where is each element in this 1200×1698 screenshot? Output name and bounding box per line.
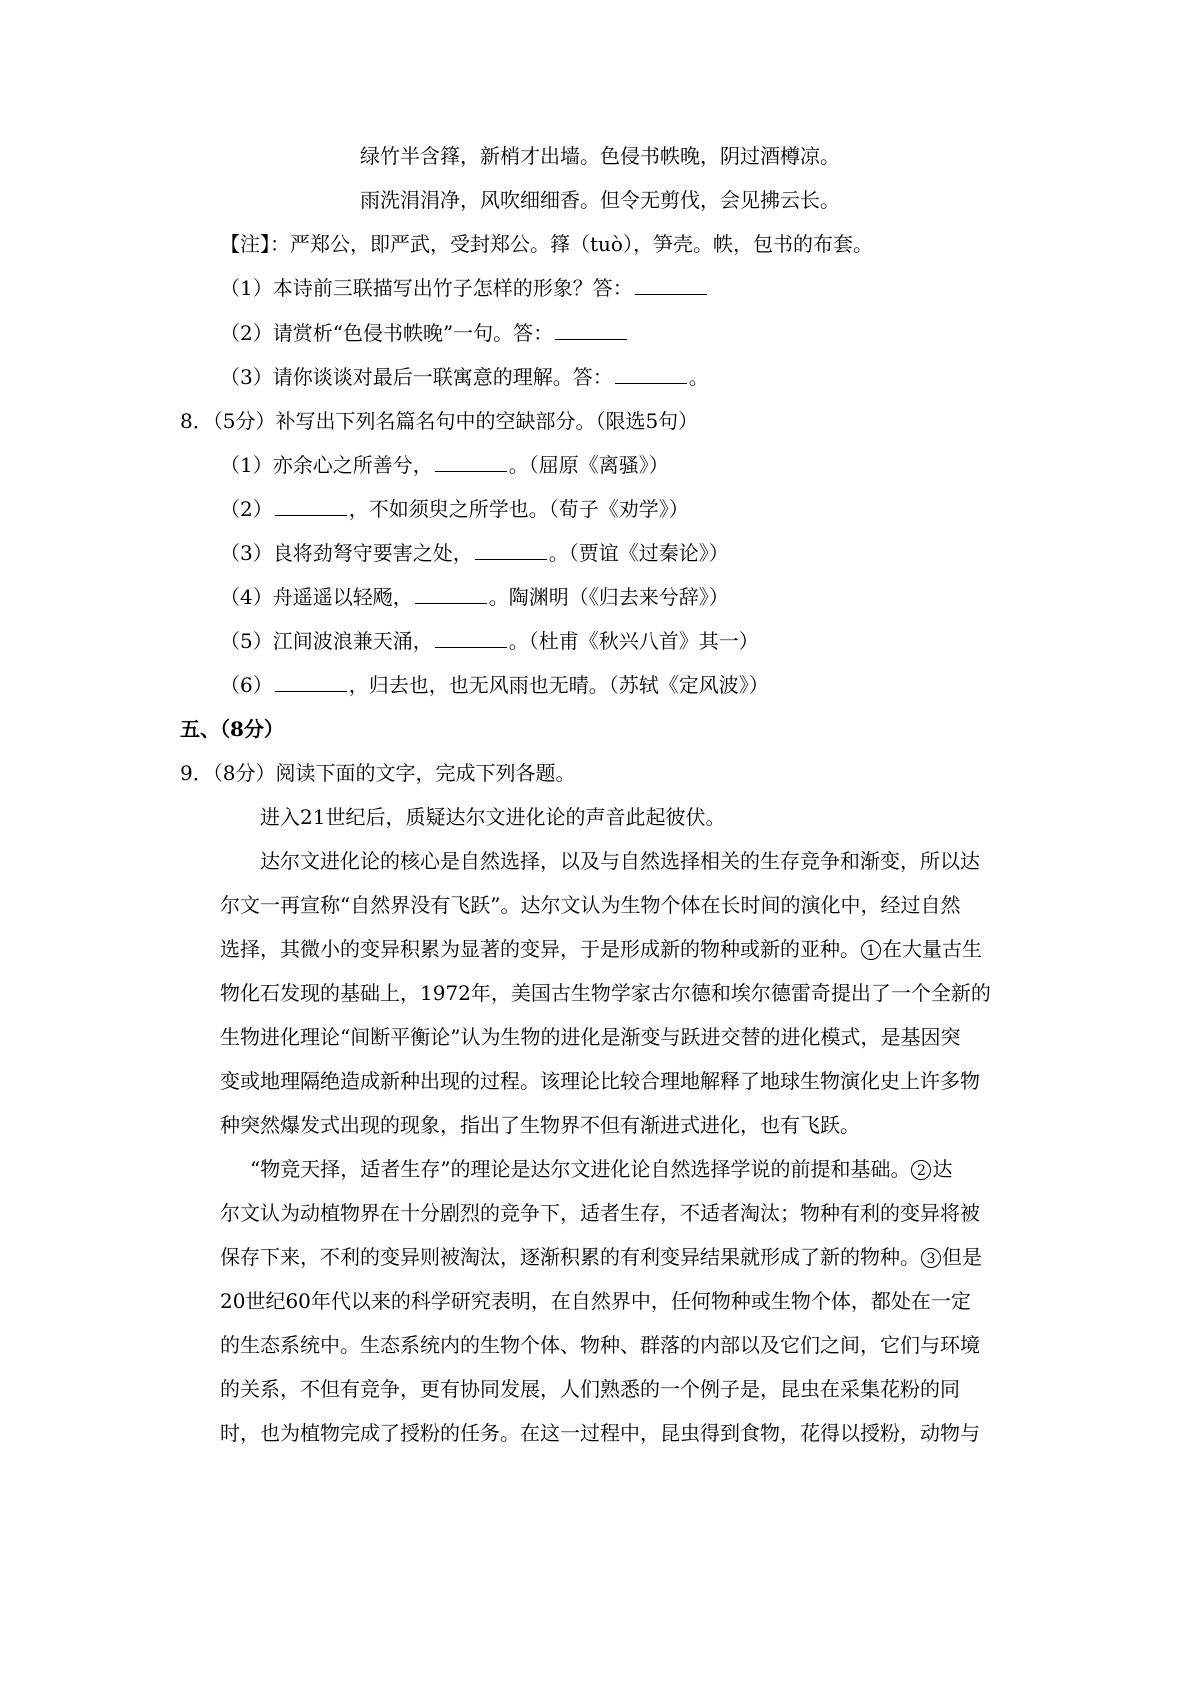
passage-line: 尔文认为动植物界在十分剧烈的竞争下，适者生存，不适者淘汰；物种有利的变异将被 (220, 1201, 980, 1225)
passage-text: 保存下来，不利的变异则被淘汰，逐渐积累的有利变异结果就形成了新的物种。 (220, 1245, 920, 1269)
section-heading: 五、（8分） (180, 717, 284, 741)
item-number: （2） (220, 497, 273, 521)
passage-line: 种突然爆发式出现的现象，指出了生物界不但有渐进式进化，也有飞跃。 (220, 1113, 860, 1137)
item-before: 舟遥遥以轻飏， (272, 585, 413, 609)
item-after: 。（屈原《离骚》） (508, 453, 669, 477)
q7-sub-3 (220, 362, 709, 392)
q8-item (220, 494, 689, 524)
passage-line: 的生态系统中。生态系统内的生物个体、物种、群落的内部以及它们之间，它们与环境 (220, 1333, 980, 1357)
passage-line: 变或地理隔绝造成新种出现的过程。该理论比较合理地解释了地球生物演化史上许多物 (220, 1069, 980, 1093)
item-before: 亦余心之所善兮， (272, 453, 433, 477)
answer-blank[interactable] (275, 671, 347, 692)
item-after: 。陶渊明（《归去来兮辞》） (488, 585, 729, 609)
answer-blank[interactable] (275, 495, 347, 516)
q8-item (220, 670, 769, 700)
q7-sub-3-after: 。 (688, 365, 709, 389)
passage-line: 物化石发现的基础上，1972年，美国古生物学家古尔德和埃尔德雷奇提出了一个全新的 (220, 981, 991, 1005)
item-after: 。（杜甫《秋兴八首》其一） (508, 629, 759, 653)
answer-blank[interactable] (415, 583, 487, 604)
passage-line: 尔文一再宣称“自然界没有飞跃”。达尔文认为生物个体在长时间的演化中，经过自然 (220, 893, 961, 917)
answer-blank[interactable] (555, 319, 627, 340)
item-after: 。（贾谊《过秦论》） (548, 541, 729, 565)
answer-blank[interactable] (635, 274, 707, 295)
answer-blank[interactable] (475, 539, 547, 560)
circled-number-1: 1 (861, 940, 881, 960)
passage-text: 在大量古生 (882, 937, 982, 961)
item-after: ，不如须臾之所学也。（荀子《劝学》） (348, 497, 689, 521)
item-number: （1） (220, 453, 273, 477)
q8-item (220, 450, 669, 480)
q7-sub-1-text: （1）本诗前三联描写出竹子怎样的形象？答： (220, 276, 633, 300)
q8-title: 8．（5分）补写出下列名篇名句中的空缺部分。（限选5句） (180, 409, 699, 433)
poem-line-2: 雨洗涓涓净，风吹细细香。但令无剪伐，会见拂云长。 (360, 188, 840, 212)
q7-sub-3-text: （3）请你谈谈对最后一联寓意的理解。答： (220, 365, 613, 389)
answer-blank[interactable] (435, 451, 507, 472)
passage-line: 时，也为植物完成了授粉的任务。在这一过程中，昆虫得到食物，花得以授粉，动物与 (220, 1421, 980, 1445)
item-number: （3） (220, 541, 273, 565)
q7-sub-2-text: （2）请赏析“色侵书帙晚”一句。答： (220, 321, 554, 345)
q9-title: 9．（8分）阅读下面的文字，完成下列各题。 (180, 761, 576, 785)
circled-number-2: 2 (911, 1160, 931, 1180)
q8-item (220, 538, 729, 568)
passage-line: 的关系，不但有竞争，更有协同发展，人们熟悉的一个例子是，昆虫在采集花粉的同 (220, 1377, 960, 1401)
passage-line: 达尔文进化论的核心是自然选择，以及与自然选择相关的生存竞争和渐变，所以达 (260, 849, 980, 873)
answer-blank[interactable] (435, 627, 507, 648)
passage-text: 选择，其微小的变异积累为显著的变异，于是形成新的物种或新的亚种。 (220, 937, 860, 961)
passage-text: 但是 (942, 1245, 982, 1269)
passage-line (220, 934, 982, 964)
q8-item (220, 626, 759, 656)
item-number: （4） (220, 585, 273, 609)
passage-line (220, 1242, 982, 1272)
item-number: （6） (220, 673, 273, 697)
circled-number-3: 3 (921, 1248, 941, 1268)
answer-blank[interactable] (615, 363, 687, 384)
passage-line (250, 1154, 952, 1184)
passage-text: 达 (932, 1157, 953, 1181)
item-before: 良将劲弩守要害之处， (272, 541, 473, 565)
poem-note: 【注】：严郑公，即严武，受封郑公。箨（tuò），笋壳。帙，包书的布套。 (220, 232, 873, 256)
item-before: 江间波浪兼天涌， (272, 629, 433, 653)
passage-paragraph-1: 进入21世纪后，质疑达尔文进化论的声音此起彼伏。 (260, 805, 726, 829)
passage-line: 20世纪60年代以来的科学研究表明，在自然界中，任何物种或生物个体，都处在一定 (220, 1289, 971, 1313)
item-number: （5） (220, 629, 273, 653)
q7-sub-2 (220, 318, 629, 348)
passage-text: “物竞天择，适者生存”的理论是达尔文进化论自然选择学说的前提和基础。 (250, 1157, 911, 1181)
q7-sub-1 (220, 273, 709, 303)
passage-line: 生物进化理论“间断平衡论”认为生物的进化是渐变与跃进交替的进化模式，是基因突 (220, 1025, 961, 1049)
q8-item (220, 582, 729, 612)
item-after: ，归去也，也无风雨也无晴。（苏轼《定风波》） (348, 673, 769, 697)
poem-line-1: 绿竹半含箨，新梢才出墙。色侵书帙晚，阴过酒樽凉。 (360, 144, 840, 168)
